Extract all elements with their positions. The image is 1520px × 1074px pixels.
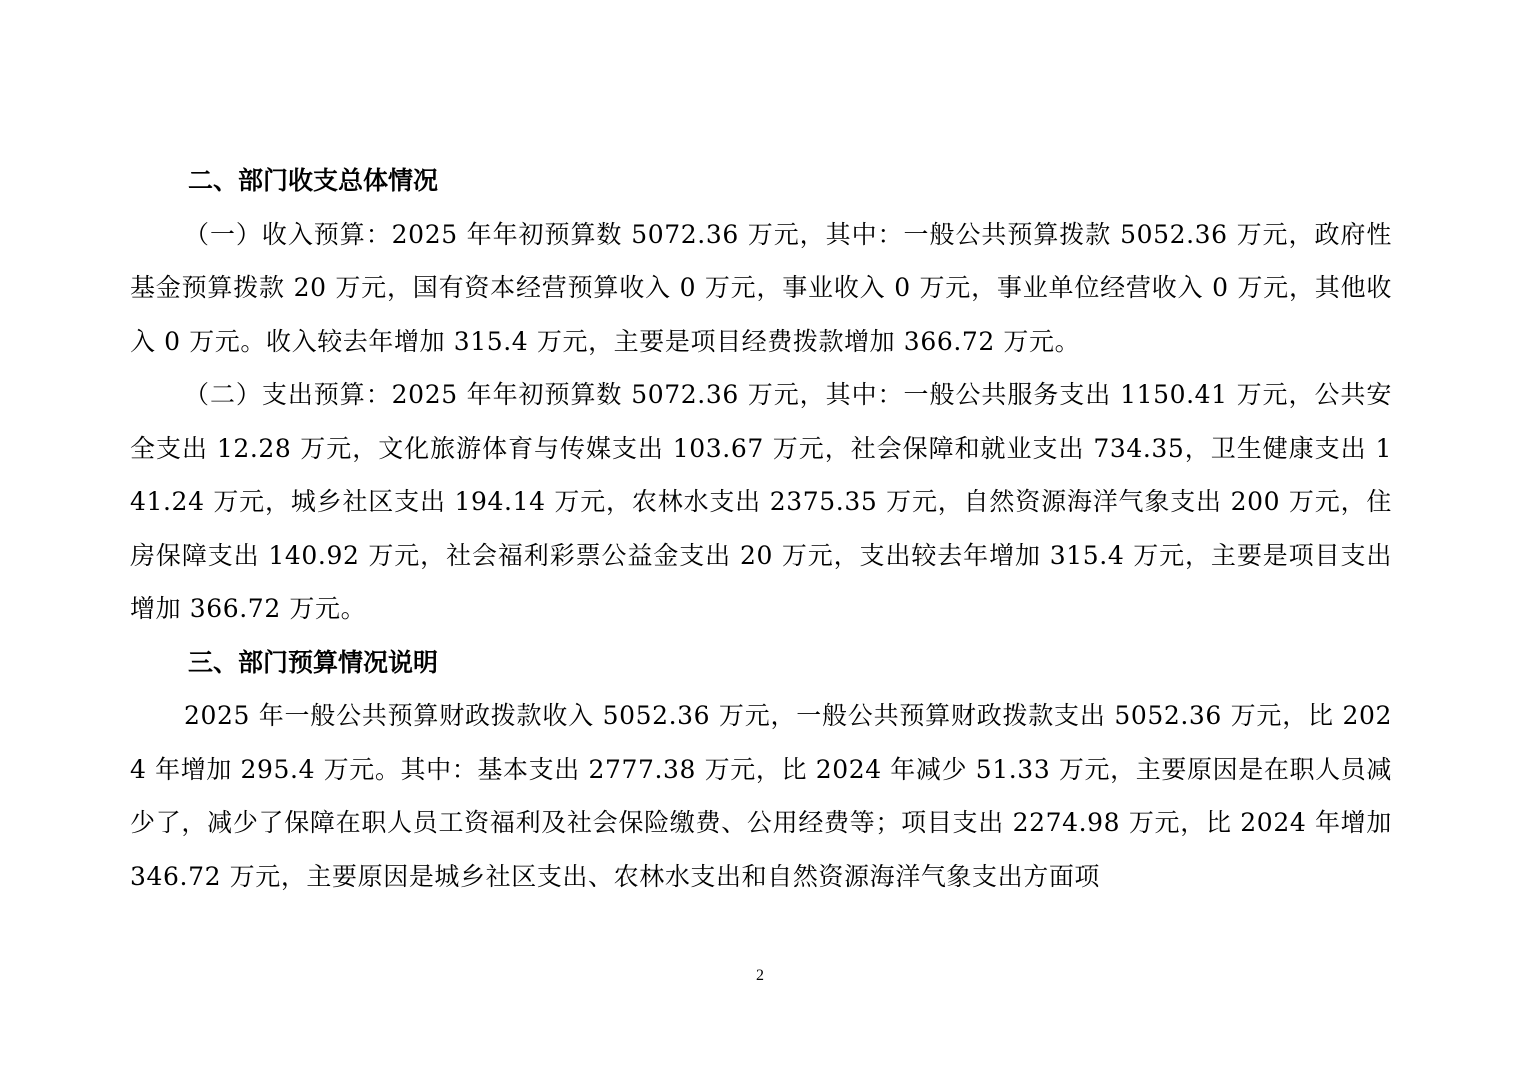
document-body bbox=[130, 154, 1392, 903]
paragraph-income-budget: （一）收入预算：2025 年年初预算数 5072.36 万元，其中：一般公共预算拨款 5052.36 万元，政府性基金预算拨款 20 万元，国有资本经营预算收入 0 万元，事业收入 0 万元，事业单位经营收入 0 万元，其他收入 0 万元。收入较去年增加 315.4 万元，主要是项目经费拨款增加 366.72 万元。 bbox=[130, 219, 1392, 356]
section-heading-overall-income-expenditure: 二、部门收支总体情况 bbox=[188, 166, 439, 195]
page-number: 2 bbox=[756, 967, 764, 984]
section-heading-budget-explanation: 三、部门预算情况说明 bbox=[188, 647, 439, 677]
paragraph-general-public-budget: 2025 年一般公共预算财政拨款收入 5052.36 万元，一般公共预算财政拨款支出 5052.36 万元，比 2024 年增加 295.4 万元。其中：基本支出 2777.38 万元，比 2024 年减少 51.33 万元，主要原因是在职人员减少了，减少了保障在职人员工资福利及社会保险缴费、公用经费等；项目支出 2274.98 万元，比 2024 年增加 346.72 万元，主要原因是城乡社区支出、农林水支出和自然资源海洋气象支出方面项 bbox=[130, 701, 1392, 891]
paragraph-expenditure-budget: （二）支出预算：2025 年年初预算数 5072.36 万元，其中：一般公共服务支出 1150.41 万元，公共安全支出 12.28 万元，文化旅游体育与传媒支出 103.67 万元，社会保障和就业支出 734.35，卫生健康支出 141.24 万元，城乡社区支出 194.14 万元，农林水支出 2375.35 万元，自然资源海洋气象支出 200 万元，住房保障支出 140.92 万元，社会福利彩票公益金支出 20 万元，支出较去年增加 315.4 万元，主要是项目支出增加 366.72 万元。 bbox=[130, 380, 1392, 623]
